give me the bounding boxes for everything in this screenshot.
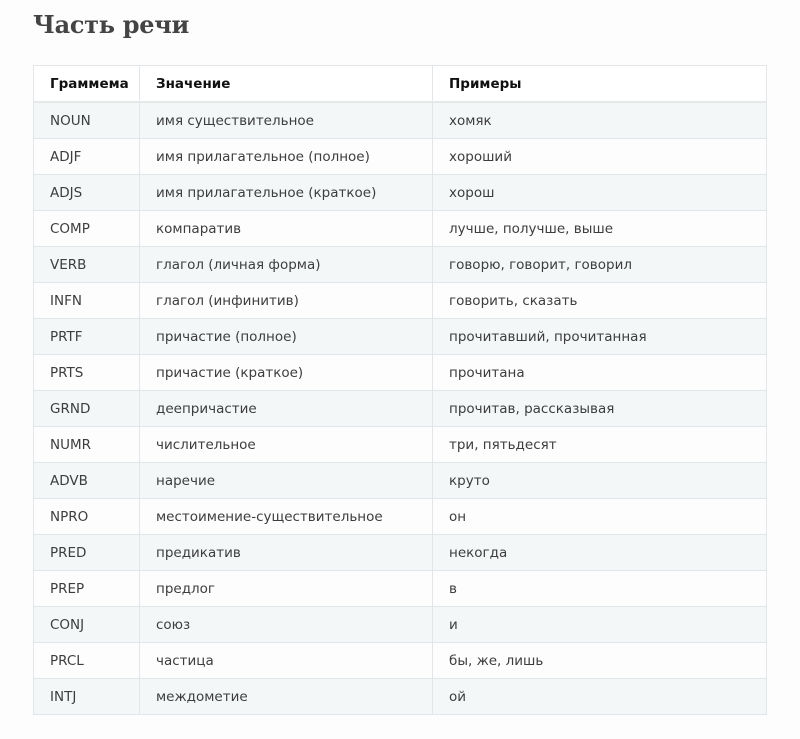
examples-cell: хомяк <box>433 102 767 139</box>
meaning-cell: частица <box>140 643 433 679</box>
grammeme-cell: PRTS <box>34 355 140 391</box>
examples-cell: бы, же, лишь <box>433 643 767 679</box>
table-row <box>34 607 767 643</box>
grammeme-cell: INTJ <box>34 679 140 715</box>
meaning-cell: междометие <box>140 679 433 715</box>
meaning-cell: причастие (полное) <box>140 319 433 355</box>
table-row <box>34 175 767 211</box>
table-row <box>34 319 767 355</box>
grammeme-cell: GRND <box>34 391 140 427</box>
table-row <box>34 427 767 463</box>
grammeme-cell: PRCL <box>34 643 140 679</box>
meaning-cell: союз <box>140 607 433 643</box>
examples-cell: прочитав, рассказывая <box>433 391 767 427</box>
page-title: Часть речи <box>33 10 190 39</box>
meaning-cell: глагол (личная форма) <box>140 247 433 283</box>
grammeme-cell: NPRO <box>34 499 140 535</box>
examples-cell: прочитана <box>433 355 767 391</box>
meaning-cell: деепричастие <box>140 391 433 427</box>
examples-cell: прочитавший, прочитанная <box>433 319 767 355</box>
table-row <box>34 211 767 247</box>
table-row <box>34 463 767 499</box>
grammeme-cell: NOUN <box>34 102 140 139</box>
grammeme-cell: PREP <box>34 571 140 607</box>
grammeme-cell: NUMR <box>34 427 140 463</box>
examples-cell: говорить, сказать <box>433 283 767 319</box>
grammeme-cell: PRED <box>34 535 140 571</box>
meaning-cell: предлог <box>140 571 433 607</box>
table-row <box>34 247 767 283</box>
parts-of-speech-table <box>33 65 767 715</box>
examples-cell: некогда <box>433 535 767 571</box>
examples-cell: ой <box>433 679 767 715</box>
column-header-examples: Примеры <box>433 66 767 103</box>
column-header-grammeme: Граммема <box>34 66 140 103</box>
meaning-cell: имя существительное <box>140 102 433 139</box>
examples-cell: в <box>433 571 767 607</box>
grammeme-cell: INFN <box>34 283 140 319</box>
examples-cell: хороший <box>433 139 767 175</box>
examples-cell: и <box>433 607 767 643</box>
grammeme-cell: VERB <box>34 247 140 283</box>
table-row <box>34 283 767 319</box>
examples-cell: три, пятьдесят <box>433 427 767 463</box>
grammeme-cell: ADJS <box>34 175 140 211</box>
meaning-cell: имя прилагательное (полное) <box>140 139 433 175</box>
meaning-cell: числительное <box>140 427 433 463</box>
grammeme-cell: COMP <box>34 211 140 247</box>
table-row <box>34 139 767 175</box>
examples-cell: он <box>433 499 767 535</box>
table-header-row <box>34 66 767 103</box>
table-row <box>34 499 767 535</box>
table-row <box>34 355 767 391</box>
grammeme-cell: ADVB <box>34 463 140 499</box>
examples-cell: говорю, говорит, говорил <box>433 247 767 283</box>
meaning-cell: компаратив <box>140 211 433 247</box>
column-header-meaning: Значение <box>140 66 433 103</box>
meaning-cell: предикатив <box>140 535 433 571</box>
examples-cell: хорош <box>433 175 767 211</box>
table-row <box>34 391 767 427</box>
meaning-cell: имя прилагательное (краткое) <box>140 175 433 211</box>
grammeme-cell: ADJF <box>34 139 140 175</box>
meaning-cell: причастие (краткое) <box>140 355 433 391</box>
grammeme-cell: CONJ <box>34 607 140 643</box>
table-row <box>34 679 767 715</box>
examples-cell: круто <box>433 463 767 499</box>
table-row <box>34 102 767 139</box>
table-row <box>34 571 767 607</box>
meaning-cell: местоимение-существительное <box>140 499 433 535</box>
examples-cell: лучше, получше, выше <box>433 211 767 247</box>
table-row <box>34 535 767 571</box>
table-row <box>34 643 767 679</box>
meaning-cell: наречие <box>140 463 433 499</box>
meaning-cell: глагол (инфинитив) <box>140 283 433 319</box>
grammeme-cell: PRTF <box>34 319 140 355</box>
